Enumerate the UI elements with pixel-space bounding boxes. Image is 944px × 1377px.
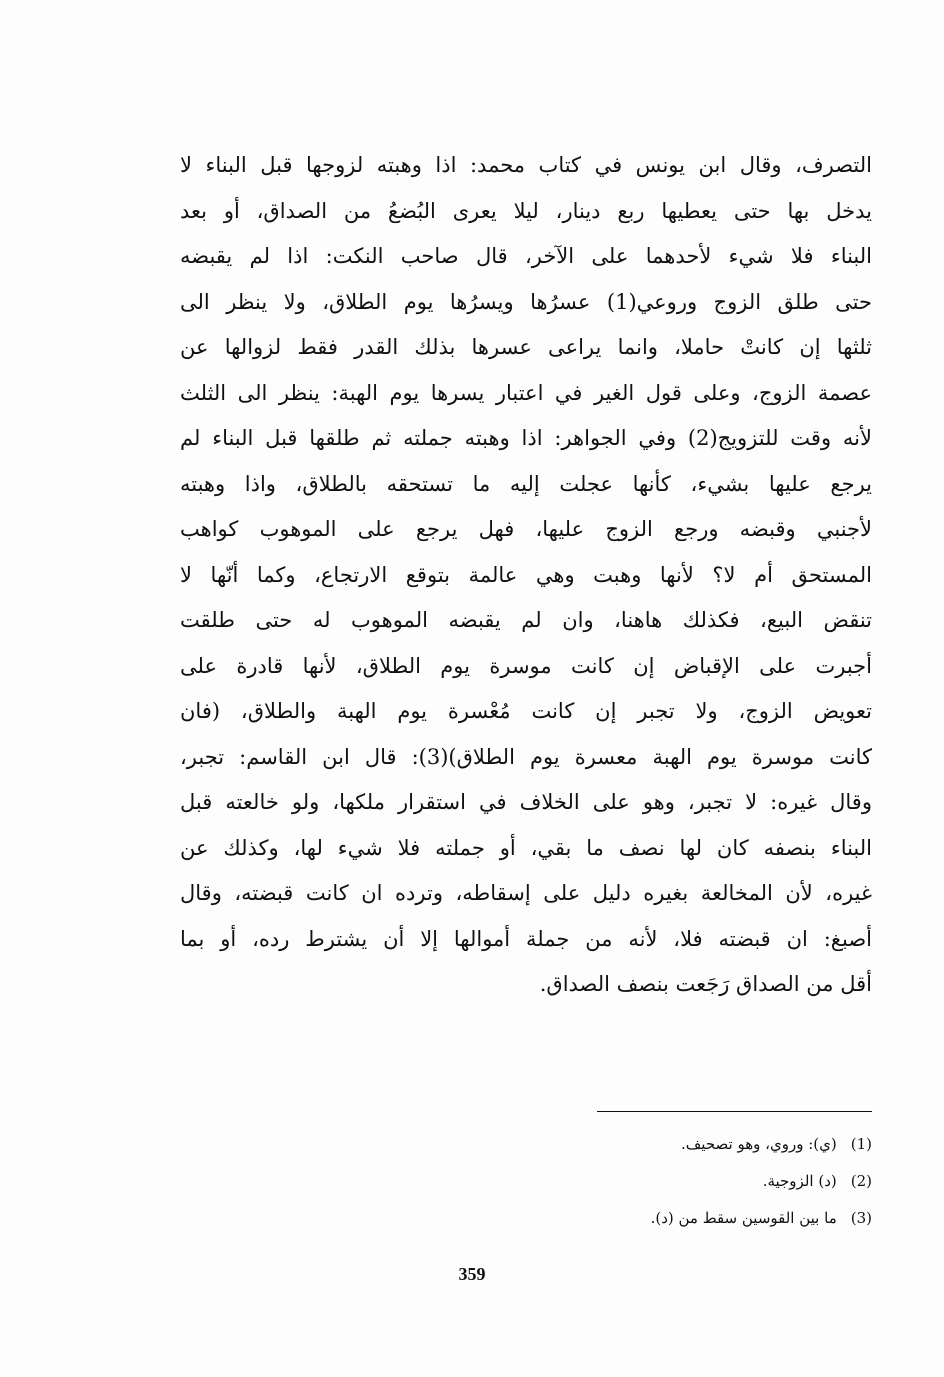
text-line: البناء بنصفه كان لها نصف ما بقي، أو جملته فلا شيء لها، وكذلك عن bbox=[180, 835, 872, 860]
text-line: غيره، لأن المخالعة بغيره دليل على إسقاطه، وترده ان كانت قبضته، وقال bbox=[180, 881, 872, 905]
footnote-text: (ي): وروي، وهو تصحيف. bbox=[681, 1135, 837, 1153]
text-line: أقل من الصداق رَجَعت بنصف الصداق. bbox=[539, 972, 872, 996]
body-text bbox=[180, 143, 872, 1008]
text-line: أصبغ: ان قبضته فلا، لأنه من جملة أموالها إلا أن يشترط رده، أو بما bbox=[180, 926, 872, 951]
footnote bbox=[500, 1126, 872, 1163]
text-line: لأجنبي وقبضه ورجع الزوج عليها، فهل يرجع على الموهوب كواهب bbox=[180, 517, 872, 541]
text-line: ثلثها إن كانتْ حاملا، وانما يراعى عسرها بذلك القدر فقط لزوالها عن bbox=[180, 335, 872, 359]
page-number: 359 bbox=[458, 1264, 486, 1284]
footnote-number: (1) bbox=[850, 1135, 872, 1153]
text-line: تنقض البيع، فكذلك هاهنا، وان لم يقبضه الموهوب له حتى طلقت bbox=[180, 608, 872, 632]
text-line: المستحق أم لا؟ لأنها وهبت وهي عالمة بتوقع الارتجاع، وكما أنّها لا bbox=[180, 562, 872, 587]
footnote bbox=[500, 1200, 872, 1237]
footnote-number: (2) bbox=[850, 1172, 872, 1190]
footnote bbox=[500, 1163, 872, 1200]
footnote-text: (د) الزوجية. bbox=[762, 1172, 837, 1190]
text-line: عصمة الزوج، وعلى قول الغير في اعتبار يسرها يوم الهبة: ينظر الى الثلث bbox=[180, 380, 872, 405]
text-line: يدخل بها حتى يعطيها ربع دينار، ليلا يعرى البُضعُ من الصداق، أو بعد bbox=[180, 198, 872, 223]
footnotes bbox=[500, 1126, 872, 1237]
footnote-separator bbox=[597, 1111, 872, 1112]
text-line: لأنه وقت للتزويج(2) وفي الجواهر: اذا وهبته جملته ثم طلقها قبل البناء لم bbox=[180, 426, 872, 450]
text-line: التصرف، وقال ابن يونس في كتاب محمد: اذا وهبته لزوجها قبل البناء لا bbox=[180, 153, 872, 177]
footnote-text: ما بين القوسين سقط من (د). bbox=[650, 1209, 837, 1227]
footnote-number: (3) bbox=[850, 1209, 872, 1227]
text-line: يرجع عليها بشيء، كأنها عجلت إليه ما تستحقه بالطلاق، واذا وهبته bbox=[180, 471, 872, 496]
text-line: تعويض الزوج، ولا تجبر إن كانت مُعْسرة يوم الهبة والطلاق، (فان bbox=[180, 699, 872, 723]
text-line: البناء فلا شيء لأحدهما على الآخر، قال صاحب النكت: اذا لم يقبضه bbox=[180, 244, 872, 268]
text-line: أجبرت على الإقباض إن كانت موسرة يوم الطلاق، لأنها قادرة على bbox=[180, 653, 872, 678]
text-line: كانت موسرة يوم الهبة معسرة يوم الطلاق)(3): قال ابن القاسم: تجبر، bbox=[180, 744, 872, 769]
text-line: وقال غيره: لا تجبر، وهو على الخلاف في استقرار ملكها، ولو خالعته قبل bbox=[180, 790, 872, 814]
text-line: حتى طلق الزوج وروعي(1) عسرُها ويسرُها يوم الطلاق، ولا ينظر الى bbox=[180, 289, 872, 314]
